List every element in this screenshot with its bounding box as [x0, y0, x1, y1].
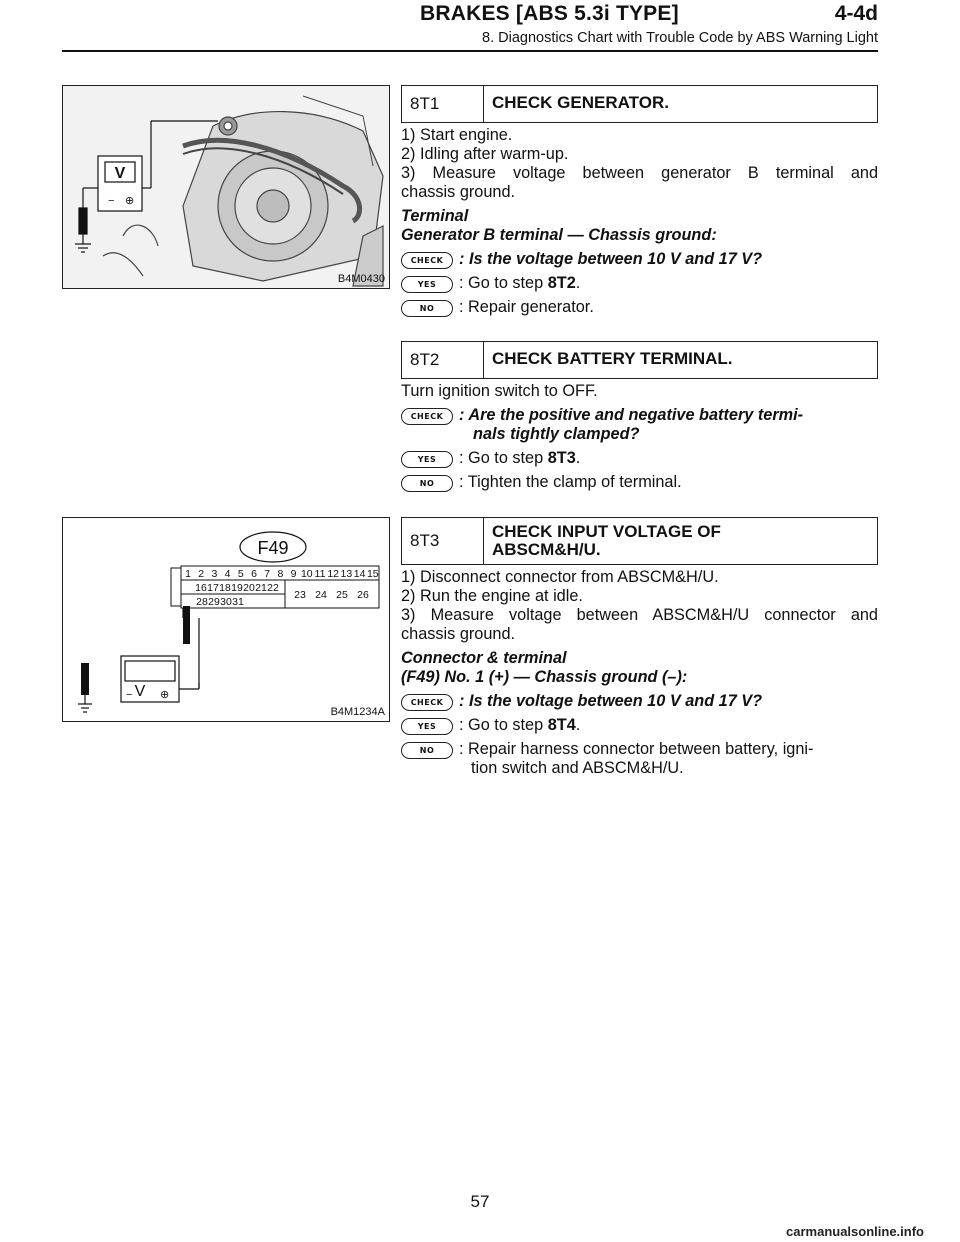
step-link[interactable]: 8T4: [547, 716, 576, 734]
step-title: CHECK INPUT VOLTAGE OF: [492, 522, 721, 541]
no-text: : Repair harness connector between battery, igni-: [459, 740, 814, 758]
no-row: [401, 473, 878, 492]
figure-caption: B4M1234A: [330, 706, 385, 718]
instruction-line: chassis ground.: [401, 183, 516, 201]
yes-icon: YES: [401, 718, 453, 735]
plus-sign: ⊕: [160, 689, 170, 701]
connector-id: F49: [257, 538, 289, 558]
instruction-line: 1) Disconnect connector from ABSCM&H/U.: [401, 568, 719, 586]
instruction-line: chassis ground.: [401, 625, 516, 643]
yes-text: : Go to step: [459, 716, 548, 734]
no-text-cont: tion switch and ABSCM&H/U.: [471, 759, 684, 777]
connector-pin-label: 5: [237, 568, 244, 580]
connector-pin-label: 9: [290, 568, 297, 580]
header-section-number: 4-4d: [834, 2, 878, 25]
no-text: : Tighten the clamp of terminal.: [459, 473, 682, 491]
connector-pin-label: 4: [224, 568, 231, 580]
connector-illustration: [63, 518, 389, 721]
check-icon: CHECK: [401, 408, 453, 425]
step-header: [401, 85, 878, 123]
connector-pin-label: 12: [327, 568, 340, 580]
no-icon: NO: [401, 300, 453, 317]
minus-sign: −: [126, 689, 133, 701]
instruction-line: 1) Start engine.: [401, 126, 513, 144]
check-icon: CHECK: [401, 252, 453, 269]
no-icon: NO: [401, 475, 453, 492]
connector-pin-label: 31: [232, 596, 244, 608]
check-row: [401, 692, 878, 711]
connector-pin-label: 1: [185, 568, 191, 580]
header-subtitle: 8. Diagnostics Chart with Trouble Code by ABS Warning Light: [482, 30, 878, 46]
step-id: 8T3: [402, 518, 484, 564]
step-id: 8T2: [402, 342, 484, 378]
connector-pin-label: 11: [314, 568, 326, 580]
connector-pin-label: 29: [208, 596, 220, 608]
connector-pin-label: 3: [211, 568, 218, 580]
step-header: [401, 517, 878, 565]
yes-row: [401, 449, 878, 468]
instruction-line: Turn ignition switch to OFF.: [401, 382, 598, 400]
check-row: [401, 250, 878, 269]
minus-sign: −: [108, 195, 115, 207]
yes-row: [401, 274, 878, 293]
meter-label: V: [114, 165, 126, 182]
connector-pin-label: 2: [198, 568, 205, 580]
connector-pin-label: 17: [207, 582, 219, 594]
header-title: BRAKES [ABS 5.3i TYPE]: [420, 2, 679, 25]
connector-pin-label: 15: [366, 568, 379, 580]
connector-pin-label: 20: [243, 582, 255, 594]
connector-pin-label: 8: [277, 568, 284, 580]
step-8t3: [401, 517, 878, 778]
header-rule: [62, 50, 878, 52]
instruction-line: 3) Measure voltage between ABSCM&H/U connector and: [401, 606, 878, 624]
connector-pin-label: 30: [220, 596, 232, 608]
connector-pin-label: 28: [196, 596, 208, 608]
connector-pin-label: 14: [353, 568, 366, 580]
check-question-cont: nals tightly clamped?: [473, 425, 640, 443]
spec-line: (F49) No. 1 (+) — Chassis ground (–):: [401, 668, 688, 686]
check-icon: CHECK: [401, 694, 453, 711]
connector-pin-label: 7: [264, 568, 271, 580]
no-text: : Repair generator.: [459, 298, 594, 316]
yes-text: : Go to step: [459, 274, 548, 292]
connector-pin-label: 21: [255, 582, 267, 594]
yes-icon: YES: [401, 451, 453, 468]
figure-generator: [62, 85, 390, 289]
connector-pin-label: 23: [294, 589, 306, 601]
step-8t2: [401, 341, 878, 492]
connector-pin-label: 19: [231, 582, 243, 594]
generator-illustration: [63, 86, 389, 288]
yes-text: : Go to step: [459, 449, 548, 467]
check-question: : Is the voltage between 10 V and 17 V?: [459, 250, 763, 268]
no-row: [401, 740, 878, 778]
connector-pin-label: 13: [340, 568, 353, 580]
step-title: CHECK BATTERY TERMINAL.: [492, 349, 733, 368]
check-question: : Are the positive and negative battery termi-: [459, 406, 804, 424]
meter-label: V: [134, 683, 146, 700]
connector-pin-label: 24: [315, 589, 327, 601]
connector-pin-label: 18: [219, 582, 231, 594]
step-link[interactable]: 8T3: [547, 449, 576, 467]
connector-pin-label: 26: [357, 589, 369, 601]
step-title: CHECK GENERATOR.: [492, 93, 669, 112]
watermark: carmanualsonline.info: [786, 1224, 924, 1239]
step-header: [401, 341, 878, 379]
connector-pin-label: 25: [336, 589, 348, 601]
plus-sign: ⊕: [125, 195, 135, 207]
connector-pin-label: 22: [267, 582, 279, 594]
yes-row: [401, 716, 878, 735]
spec-heading: Connector & terminal: [401, 649, 567, 667]
spec-heading: Terminal: [401, 207, 469, 225]
connector-pin-label: 6: [251, 568, 257, 580]
step-id: 8T1: [402, 86, 484, 122]
instruction-line: 2) Run the engine at idle.: [401, 587, 583, 605]
figure-connector: [62, 517, 390, 722]
page-number: 57: [470, 1192, 490, 1211]
check-question: : Is the voltage between 10 V and 17 V?: [459, 692, 763, 710]
spec-line: Generator B terminal — Chassis ground:: [401, 226, 717, 244]
yes-icon: YES: [401, 276, 453, 293]
instruction-line: 3) Measure voltage between generator B terminal and: [401, 164, 878, 182]
yes-suffix: .: [575, 274, 581, 292]
check-row: [401, 406, 878, 444]
step-8t1: [401, 85, 878, 317]
instruction-line: 2) Idling after warm-up.: [401, 145, 569, 163]
connector-pin-label: 16: [195, 582, 207, 594]
step-link[interactable]: 8T2: [547, 274, 576, 292]
no-icon: NO: [401, 742, 453, 759]
connector-pin-label: 10: [300, 568, 313, 580]
yes-suffix: .: [575, 716, 581, 734]
figure-caption: B4M0430: [337, 273, 385, 285]
no-row: [401, 298, 878, 317]
step-title-cont: ABSCM&H/U.: [492, 540, 601, 559]
yes-suffix: .: [575, 449, 581, 467]
